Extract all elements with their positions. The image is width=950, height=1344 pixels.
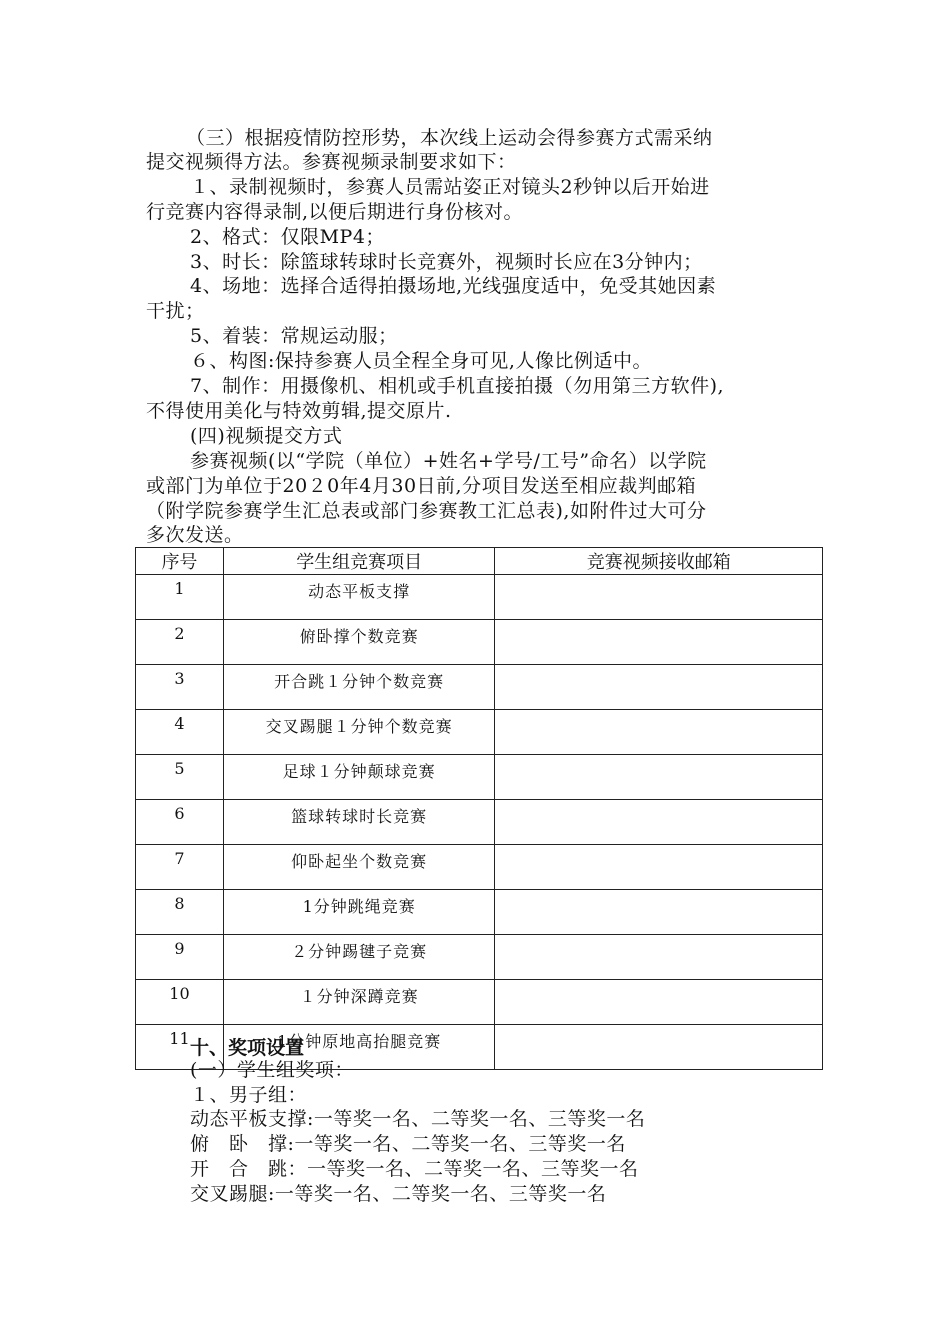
row-number: 2 xyxy=(136,620,224,665)
paragraph-line: 干扰； xyxy=(146,300,205,322)
row-number: 11 xyxy=(136,1025,224,1070)
row-number: 6 xyxy=(136,800,224,845)
awards-heading: 十、奖项设置 xyxy=(190,1037,305,1059)
row-email xyxy=(495,620,823,665)
paragraph-line: 参赛视频(以“学院（单位）+姓名+学号/工号”命名）以学院 xyxy=(190,450,707,472)
award-line: 俯 卧 撑:一等奖一名、二等奖一名、三等奖一名 xyxy=(190,1133,626,1155)
paragraph-line: 5、着装：常规运动服； xyxy=(190,325,398,347)
table-row xyxy=(136,845,823,890)
award-line: 动态平板支撑:一等奖一名、二等奖一名、三等奖一名 xyxy=(190,1108,646,1130)
award-line: 交叉踢腿:一等奖一名、二等奖一名、三等奖一名 xyxy=(190,1183,607,1205)
row-item: 足球１分钟颠球竞赛 xyxy=(223,755,495,800)
contest-table xyxy=(135,547,823,1070)
awards-subheading: (一）学生组奖项： xyxy=(190,1059,354,1081)
table-row xyxy=(136,620,823,665)
paragraph-line: 7、制作：用摄像机、相机或手机直接拍摄（勿用第三方软件), xyxy=(190,375,725,397)
row-item: 篮球转球时长竞赛 xyxy=(223,800,495,845)
paragraph-line: 多次发送。 xyxy=(146,524,244,546)
row-item: １分钟深蹲竞赛 xyxy=(223,980,495,1025)
row-item: 俯卧撑个数竞赛 xyxy=(223,620,495,665)
table-row xyxy=(136,935,823,980)
row-number: 10 xyxy=(136,980,224,1025)
awards-group: １、男子组： xyxy=(190,1084,308,1106)
section-title: (四)视频提交方式 xyxy=(190,425,343,447)
row-item: 动态平板支撑 xyxy=(223,575,495,620)
row-email xyxy=(495,935,823,980)
header-item: 学生组竞赛项目 xyxy=(223,548,495,575)
table-header-row xyxy=(136,548,823,575)
row-email xyxy=(495,980,823,1025)
row-email xyxy=(495,710,823,755)
row-item: 开合跳１分钟个数竞赛 xyxy=(223,665,495,710)
award-line: 开 合 跳：一等奖一名、二等奖一名、三等奖一名 xyxy=(190,1158,639,1180)
paragraph-line: ６、构图:保持参赛人员全程全身可见,人像比例适中。 xyxy=(190,350,652,372)
table-row xyxy=(136,710,823,755)
row-number: 7 xyxy=(136,845,224,890)
row-number: 1 xyxy=(136,575,224,620)
row-item: 1分钟原地高抬腿竞赛 xyxy=(223,1025,495,1070)
paragraph-line: 或部门为单位于20２0年4月30日前,分项目发送至相应裁判邮箱 xyxy=(146,475,697,497)
paragraph-line: 不得使用美化与特效剪辑,提交原片. xyxy=(146,400,452,422)
paragraph-line: 4、场地：选择合适得拍摄场地,光线强度适中，免受其她因素 xyxy=(190,275,717,297)
row-item: ２分钟踢毽子竞赛 xyxy=(223,935,495,980)
paragraph-line: １、录制视频时，参赛人员需站姿正对镜头2秒钟以后开始进 xyxy=(190,176,710,198)
row-email xyxy=(495,845,823,890)
paragraph-line: （三）根据疫情防控形势，本次线上运动会得参赛方式需采纳 xyxy=(186,127,713,149)
header-number: 序号 xyxy=(136,548,224,575)
paragraph-line: 3、时长：除篮球转球时长竞赛外，视频时长应在3分钟内； xyxy=(190,251,703,273)
row-number: 4 xyxy=(136,710,224,755)
row-item: 1分钟跳绳竞赛 xyxy=(223,890,495,935)
row-number: 5 xyxy=(136,755,224,800)
paragraph-line: 提交视频得方法。参赛视频录制要求如下： xyxy=(146,151,517,173)
header-email: 竞赛视频接收邮箱 xyxy=(495,548,823,575)
row-item: 仰卧起坐个数竞赛 xyxy=(223,845,495,890)
row-email xyxy=(495,575,823,620)
table-row xyxy=(136,980,823,1025)
table-row xyxy=(136,800,823,845)
paragraph-line: （附学院参赛学生汇总表或部门参赛教工汇总表),如附件过大可分 xyxy=(146,500,707,522)
paragraph-line: 2、格式：仅限MP4； xyxy=(190,226,385,248)
table-row xyxy=(136,890,823,935)
paragraph-line: 行竞赛内容得录制,以便后期进行身份核对。 xyxy=(146,201,524,223)
row-item: 交叉踢腿１分钟个数竞赛 xyxy=(223,710,495,755)
table-row xyxy=(136,665,823,710)
row-email xyxy=(495,800,823,845)
row-email xyxy=(495,755,823,800)
row-number: 8 xyxy=(136,890,224,935)
table-row xyxy=(136,575,823,620)
table-row xyxy=(136,755,823,800)
row-email xyxy=(495,890,823,935)
row-number: 3 xyxy=(136,665,224,710)
row-email xyxy=(495,1025,823,1070)
row-number: 9 xyxy=(136,935,224,980)
row-email xyxy=(495,665,823,710)
